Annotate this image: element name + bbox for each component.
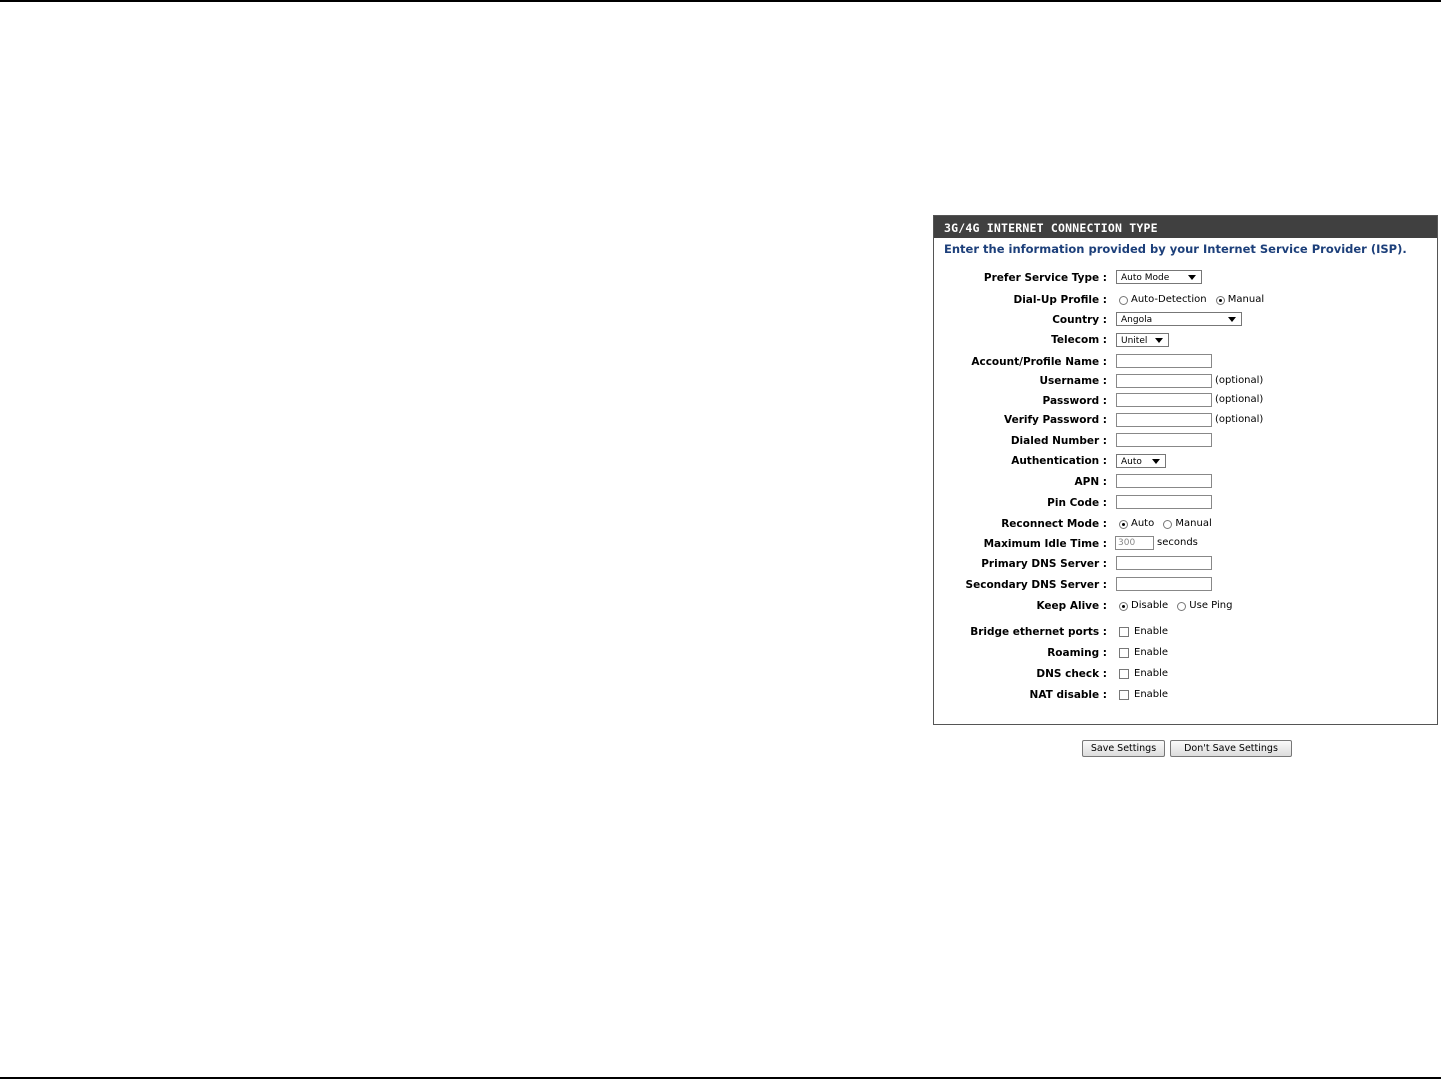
roaming-label: Roaming : (1047, 647, 1107, 659)
keep-alive-label: Keep Alive : (1036, 600, 1107, 612)
account-profile-name-input[interactable] (1116, 354, 1212, 368)
prefer-service-type-select[interactable] (1116, 270, 1202, 284)
country-value: Angola (1121, 315, 1153, 325)
nat-disable-enable-label: Enable (1134, 689, 1169, 700)
chevron-down-icon (1228, 317, 1236, 322)
reconnect-mode-group (1119, 517, 1218, 532)
dialup-manual-label: Manual (1227, 294, 1265, 305)
bridge-ethernet-ports-enable-label: Enable (1134, 626, 1169, 637)
save-settings-button[interactable]: Save Settings (1082, 740, 1165, 757)
reconnect-manual-label: Manual (1175, 518, 1212, 529)
apn-input[interactable] (1116, 474, 1212, 488)
prefer-service-type-value: Auto Mode (1121, 273, 1170, 283)
dialup-auto-detection-radio[interactable] (1119, 296, 1128, 305)
bottom-rule (0, 1077, 1441, 1079)
dns-check-label: DNS check : (1036, 668, 1107, 680)
connection-type-panel (933, 215, 1438, 725)
primary-dns-input[interactable] (1116, 556, 1212, 570)
dialed-number-label: Dialed Number : (1010, 435, 1107, 447)
dialup-profile-label: Dial-Up Profile : (1013, 294, 1107, 306)
keep-alive-group (1119, 599, 1238, 614)
country-select[interactable] (1116, 312, 1242, 326)
roaming-group (1119, 646, 1174, 661)
max-idle-time-label: Maximum Idle Time : (983, 538, 1107, 550)
username-optional-note: (optional) (1215, 375, 1264, 386)
roaming-enable-label: Enable (1134, 647, 1169, 658)
reconnect-auto-radio[interactable] (1119, 520, 1128, 529)
telecom-select[interactable] (1116, 333, 1169, 347)
secondary-dns-input[interactable] (1116, 577, 1212, 591)
keep-alive-use-ping-radio[interactable] (1177, 602, 1186, 611)
reconnect-manual-radio[interactable] (1163, 520, 1172, 529)
roaming-checkbox[interactable] (1119, 648, 1129, 658)
keep-alive-disable-radio[interactable] (1119, 602, 1128, 611)
apn-label: APN : (1074, 476, 1107, 488)
verify-password-optional-note: (optional) (1215, 414, 1264, 425)
secondary-dns-label: Secondary DNS Server : (965, 579, 1107, 591)
primary-dns-label: Primary DNS Server : (981, 558, 1107, 570)
authentication-label: Authentication : (1011, 455, 1107, 467)
pin-code-input[interactable] (1116, 495, 1212, 509)
bridge-ethernet-ports-group (1119, 625, 1174, 640)
bridge-ethernet-ports-label: Bridge ethernet ports : (970, 626, 1107, 638)
password-label: Password : (1042, 395, 1107, 407)
chevron-down-icon (1188, 275, 1196, 280)
verify-password-input[interactable] (1116, 413, 1212, 427)
nat-disable-label: NAT disable : (1029, 689, 1107, 701)
nat-disable-group (1119, 688, 1174, 703)
country-label: Country : (1052, 314, 1107, 326)
telecom-value: Unitel (1121, 336, 1148, 346)
chevron-down-icon (1152, 459, 1160, 464)
dialup-manual-radio[interactable] (1216, 296, 1225, 305)
verify-password-label: Verify Password : (1004, 414, 1107, 426)
chevron-down-icon (1155, 338, 1163, 343)
authentication-value: Auto (1121, 457, 1142, 467)
reconnect-auto-label: Auto (1131, 518, 1155, 529)
authentication-select[interactable] (1116, 454, 1166, 468)
reconnect-mode-label: Reconnect Mode : (1001, 518, 1107, 530)
top-rule (0, 0, 1441, 2)
dialup-auto-detection-label: Auto-Detection (1131, 294, 1207, 305)
bridge-ethernet-ports-checkbox[interactable] (1119, 627, 1129, 637)
password-optional-note: (optional) (1215, 394, 1264, 405)
telecom-label: Telecom : (1051, 334, 1107, 346)
dont-save-settings-button[interactable]: Don't Save Settings (1170, 740, 1292, 757)
dns-check-group (1119, 667, 1174, 682)
dns-check-checkbox[interactable] (1119, 669, 1129, 679)
max-idle-time-input[interactable]: 300 (1115, 536, 1154, 550)
keep-alive-use-ping-label: Use Ping (1189, 600, 1233, 611)
username-label: Username : (1039, 375, 1107, 387)
max-idle-time-unit: seconds (1157, 537, 1198, 548)
keep-alive-disable-label: Disable (1131, 600, 1169, 611)
pin-code-label: Pin Code : (1047, 497, 1107, 509)
nat-disable-checkbox[interactable] (1119, 690, 1129, 700)
panel-intro: Enter the information provided by your Internet Service Provider (ISP). (944, 242, 1407, 256)
password-input[interactable] (1116, 393, 1212, 407)
username-input[interactable] (1116, 374, 1212, 388)
dns-check-enable-label: Enable (1134, 668, 1169, 679)
panel-title: 3G/4G INTERNET CONNECTION TYPE (934, 216, 1437, 238)
dialup-profile-group (1119, 293, 1270, 308)
account-profile-name-label: Account/Profile Name : (971, 356, 1107, 368)
dialed-number-input[interactable] (1116, 433, 1212, 447)
prefer-service-type-label: Prefer Service Type : (983, 272, 1107, 284)
